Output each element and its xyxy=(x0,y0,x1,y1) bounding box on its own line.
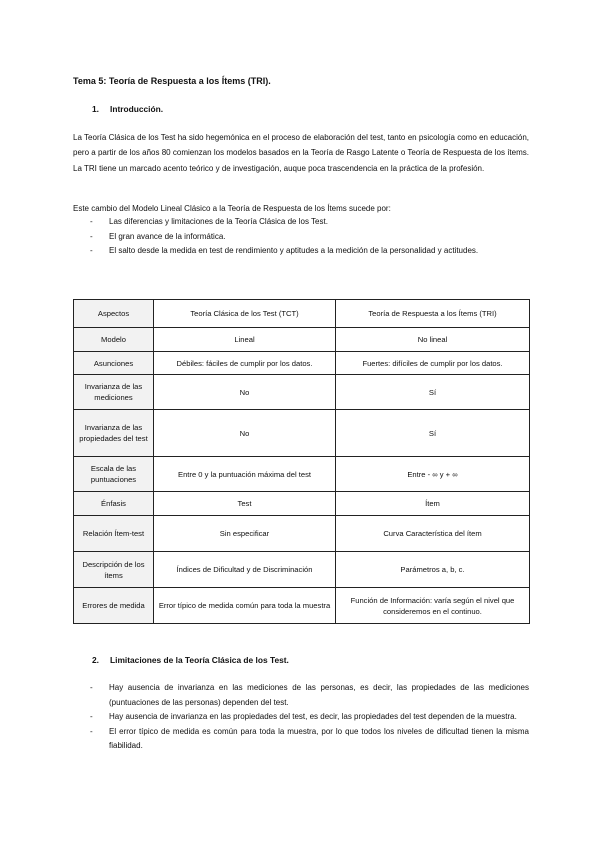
column-header-aspects: Aspectos xyxy=(74,300,154,328)
table-row xyxy=(74,352,530,375)
table-row xyxy=(74,492,530,516)
table-cell: Modelo xyxy=(74,328,154,352)
section-1-heading xyxy=(92,104,163,114)
list-item: - Las diferencias y limitaciones de la Teoría Clásica de los Test. xyxy=(90,217,328,226)
table-cell: Índices de Dificultad y de Discriminación xyxy=(154,552,336,588)
table-cell: No xyxy=(154,410,336,457)
table-cell: No xyxy=(154,375,336,410)
list-item: - El gran avance de la informática. xyxy=(90,231,226,241)
table-cell: Débiles: fáciles de cumplir por los datos. xyxy=(154,352,336,375)
table-row xyxy=(74,328,530,352)
section-1-number: 1. xyxy=(92,104,99,114)
table-cell: Escala de las puntuaciones xyxy=(74,457,154,492)
table-cell: Ítem xyxy=(336,492,530,516)
table-cell: Fuertes: difíciles de cumplir por los datos. xyxy=(336,352,530,375)
table-cell: Test xyxy=(154,492,336,516)
table-cell: Entre - ∞ y + ∞ xyxy=(336,457,530,492)
section-2-heading-text: Limitaciones de la Teoría Clásica de los Test. xyxy=(110,655,289,665)
table-cell: Sin especificar xyxy=(154,516,336,552)
table-cell: Énfasis xyxy=(74,492,154,516)
intro-bullet-list xyxy=(73,215,529,259)
section-2-heading xyxy=(92,655,289,665)
table-row xyxy=(74,552,530,588)
comparison-table xyxy=(73,299,530,624)
section-2-number: 2. xyxy=(92,655,99,665)
section-1-heading-text: Introducción. xyxy=(110,104,164,114)
table-cell: Función de Información: varía según el nivel que consideremos en el continuo. xyxy=(336,588,530,624)
table-cell: Relación Ítem-test xyxy=(74,516,154,552)
table-cell: Invarianza de las mediciones xyxy=(74,375,154,410)
intro-paragraph: La Teoría Clásica de los Test ha sido hegemónica en el proceso de elaboración del test, tanto en psicología como en educación, pero a partir de los años 80 comienzan los modelos basados en la Teoría de Rasgo Latente o Teoría de Respuesta de los ítems. La TRI tiene un marcado acento teórico y de investigación, auque poca trascendencia en la práctica de la profesión. xyxy=(73,133,529,173)
table-cell: No lineal xyxy=(336,328,530,352)
table-cell: Descripción de los ítems xyxy=(74,552,154,588)
table-cell: Parámetros a, b, c. xyxy=(336,552,530,588)
table-cell: Sí xyxy=(336,410,530,457)
document-title: Tema 5: Teoría de Respuesta a los Ítems (TRI). xyxy=(73,76,271,86)
limitations-bullet-list xyxy=(73,681,529,754)
column-header-tri: Teoría de Respuesta a los Ítems (TRI) xyxy=(336,300,530,328)
list-item: - El salto desde la medida en test de rendimiento y aptitudes a la medición de la personalidad y actitudes. xyxy=(90,246,479,256)
column-header-tct: Teoría Clásica de los Test (TCT) xyxy=(154,300,336,328)
table-row xyxy=(74,516,530,552)
list-item: - Hay ausencia de invarianza en las propiedades del test, es decir, las propiedades del test dependen de la muestra. xyxy=(90,712,517,722)
table-cell: Curva Característica del ítem xyxy=(336,516,530,552)
table-cell: Errores de medida xyxy=(74,588,154,624)
list-item: - El error típico de medida es común para toda la muestra, por lo que todos los niveles de dificultad tienen la misma fiabilidad. xyxy=(90,726,529,751)
table-row xyxy=(74,457,530,492)
table-header-row xyxy=(74,300,530,328)
table-cell: Invarianza de las propiedades del test xyxy=(74,410,154,457)
list-item: - Hay ausencia de invarianza en las mediciones de las personas, es decir, las propiedades de las mediciones (puntuaciones de las personas) dependen del test. xyxy=(90,683,529,707)
table-row xyxy=(74,588,530,624)
table-row xyxy=(74,375,530,410)
table-cell: Asunciones xyxy=(74,352,154,375)
table-cell: Error típico de medida común para toda la muestra xyxy=(154,588,336,624)
table-cell: Sí xyxy=(336,375,530,410)
change-paragraph: Este cambio del Modelo Lineal Clásico a la Teoría de Respuesta de los Ítems sucede por: xyxy=(73,204,391,213)
table-cell: Entre 0 y la puntuación máxima del test xyxy=(154,457,336,492)
table-row xyxy=(74,410,530,457)
table-cell: Lineal xyxy=(154,328,336,352)
